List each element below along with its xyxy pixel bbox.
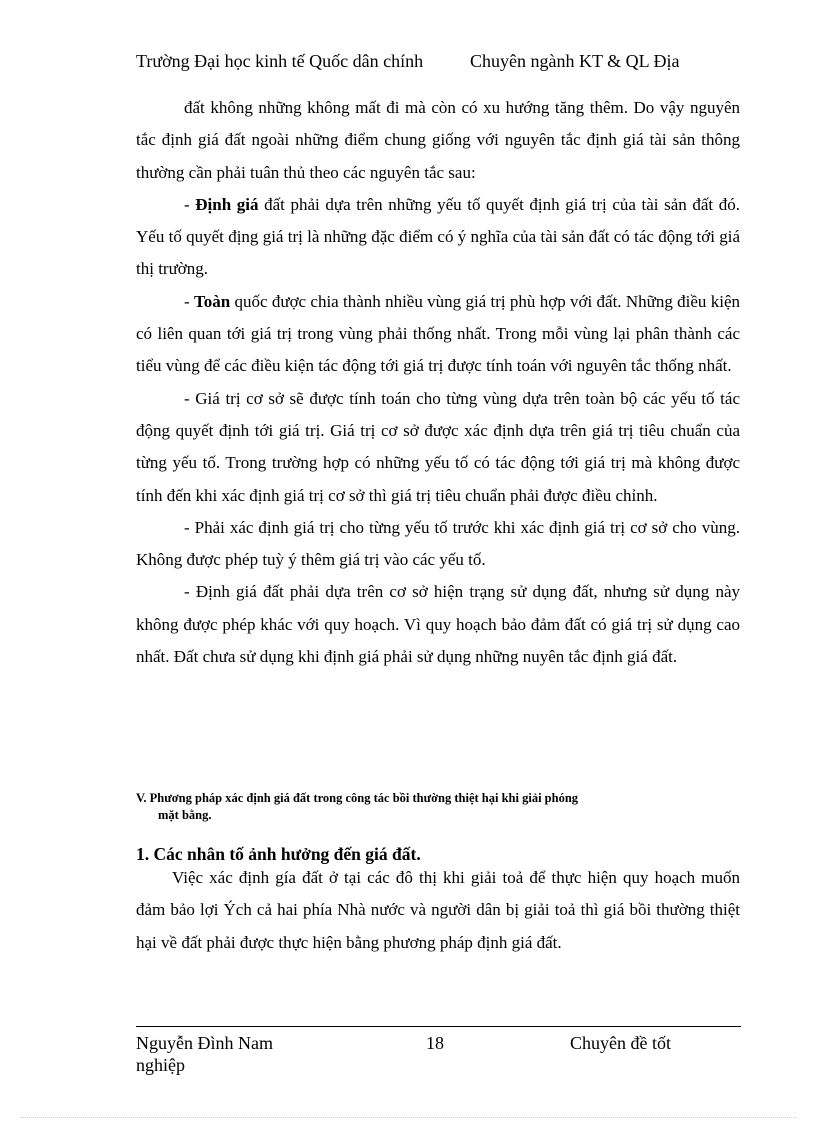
paragraph-rule-5: - Định giá đất phải dựa trên cơ sở hiện trạng sử dụng đất, nhưng sử dụng này không được phép khác với quy hoạch. Vì quy hoạch bảo đảm đất có giá trị sử dụng cao nhất. Đất chưa sử dụng khi định giá phải sử dụng những nuyên tắc định giá đất. <box>136 582 740 667</box>
paragraph-rule-2 <box>136 286 740 383</box>
rule-1-bold: Định giá <box>195 194 259 214</box>
subheading: 1. Các nhân tố ảnh hưởng đến giá đất. <box>136 844 421 864</box>
paragraph-rule-3: - Giá trị cơ sở sẽ được tính toán cho từng vùng dựa trên toàn bộ các yếu tố tác động quyết định tới giá trị. Giá trị cơ sở được xác định dựa trên giá trị tiêu chuẩn của từng yếu tố. Trong trường hợp có những yếu tố có tác động tới giá trị mà không được tính đến khi xác định giá trị cơ sở thì giá trị tiêu chuẩn phải được điều chỉnh. <box>136 388 740 505</box>
rule-2-text: quốc được chia thành nhiều vùng giá trị phù hợp với đất. Những điều kiện có liên quan tới giá trị trong vùng phải thống nhất. Trong mỗi vùng lại phân thành các tiểu vùng để các điều kiện tác động tới giá trị được tính toán với nguyên tắc thống nhất. <box>136 291 740 376</box>
paragraph-rule-4: - Phải xác định giá trị cho từng yếu tố trước khi xác định giá trị cơ sở cho vùng. Không được phép tuỳ ý thêm giá trị vào các yếu tố. <box>136 517 740 570</box>
footer-author: Nguyễn Đình Nam nghiệp <box>136 1033 273 1075</box>
section-heading-line1: V. Phương pháp xác định giá đất trong công tác bồi thường thiệt hại khi giải phóng <box>136 791 579 805</box>
paragraph-rule-1 <box>136 189 740 286</box>
rule-1-prefix: - <box>184 194 196 214</box>
page-number: 18 <box>426 1033 444 1053</box>
footer-divider <box>136 1026 741 1027</box>
page-bottom-border <box>20 1117 796 1118</box>
rule-1-text: đất phải dựa trên những yếu tố quyết định giá trị của tài sản đất đó. Yếu tố quyết địng giá trị là những đặc điểm có ý nghĩa của tài sản đất có tác động tới giá thị trường. <box>136 194 740 279</box>
rule-2-bold: Toàn <box>193 291 231 311</box>
header-major: Chuyên ngành KT & QL Địa <box>470 51 680 71</box>
footer-thesis: Chuyên đề tốt <box>570 1033 671 1053</box>
body-text <box>136 92 740 673</box>
paragraph-intro: đất không những không mất đi mà còn có xu hướng tăng thêm. Do vậy nguyên tắc định giá đất ngoài những điểm chung giống với nguyên tắc định giá tài sản thông thường cần phải tuân thủ theo các nguyên tắc sau: <box>136 98 740 182</box>
rule-2-prefix: - <box>184 291 194 311</box>
section-heading <box>136 790 736 824</box>
header-school: Trường Đại học kinh tế Quốc dân chính <box>136 51 424 71</box>
paragraph-final: Việc xác định gía đất ở tại các đô thị khi giải toả để thực hiện quy hoạch muốn đảm bảo lợi Ých cả hai phía Nhà nước và người dân bị giải toả thì giá bồi thường thiệt hại về đất phải được thực hiện bằng phương pháp định giá đất. <box>136 868 740 952</box>
section-heading-line2: mặt bằng. <box>158 808 212 822</box>
body-text-final <box>136 862 740 959</box>
